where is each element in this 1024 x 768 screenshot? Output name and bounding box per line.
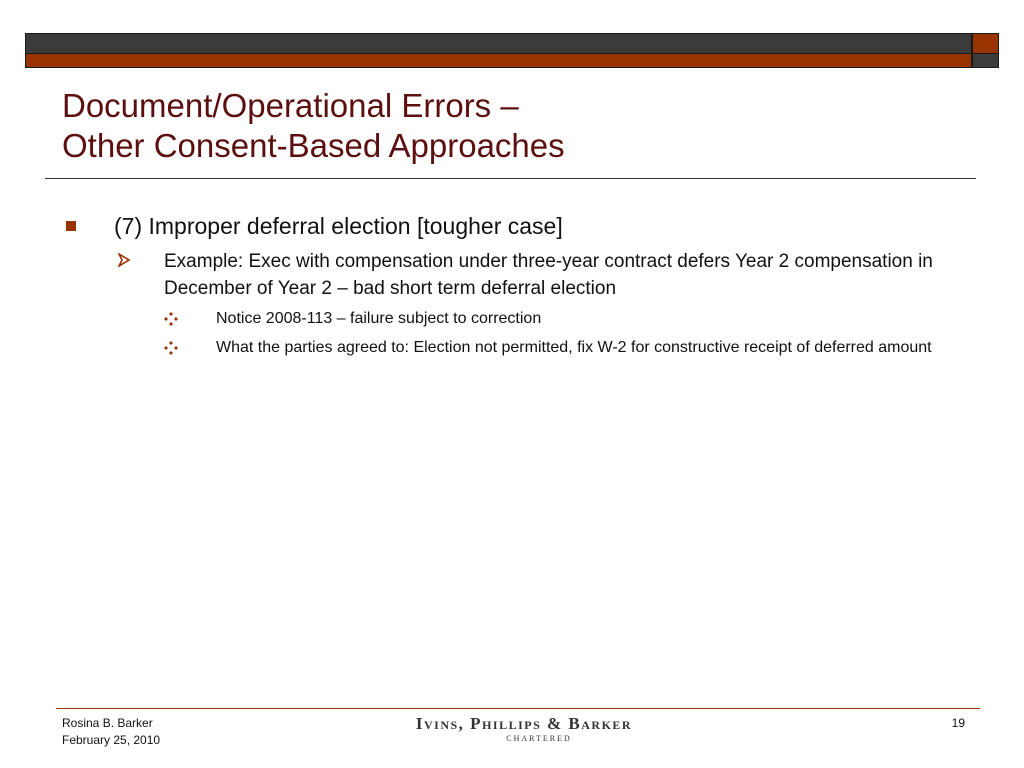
firm-logo (384, 714, 664, 744)
logo-subtitle: CHARTERED (506, 734, 572, 743)
title-line-1: Document/Operational Errors – (62, 87, 519, 124)
header-bar-accent (25, 54, 972, 68)
footer-date: February 25, 2010 (62, 733, 161, 747)
diamond-bullet-icon (164, 341, 178, 358)
arrowhead-bullet-icon (118, 252, 130, 272)
square-bullet-icon (66, 221, 76, 231)
title-line-2: Other Consent-Based Approaches (62, 127, 565, 164)
bullet-level1: (7) Improper deferral election [tougher case] (114, 213, 563, 239)
footer-divider (56, 708, 980, 709)
header-square-accent (972, 33, 999, 54)
header-square-dark (972, 54, 999, 68)
footer-author-block (62, 715, 160, 749)
title-divider (45, 178, 976, 179)
footer-author: Rosina B. Barker (62, 716, 153, 730)
bullet-level2: Example: Exec with compensation under three-year contract defers Year 2 compensation in December of Year 2 – bad short term deferral election (164, 251, 933, 299)
header-bar-dark (25, 33, 972, 54)
bullet-level3: What the parties agreed to: Election not permitted, fix W-2 for constructive receipt of deferred amount (216, 339, 932, 356)
slide-title (62, 86, 962, 166)
logo-name: Ivins, Phillips & Barker (415, 714, 633, 733)
page-number: 19 (951, 716, 965, 730)
diamond-bullet-icon (164, 312, 178, 329)
bullet-level3: Notice 2008-113 – failure subject to correction (216, 310, 542, 327)
